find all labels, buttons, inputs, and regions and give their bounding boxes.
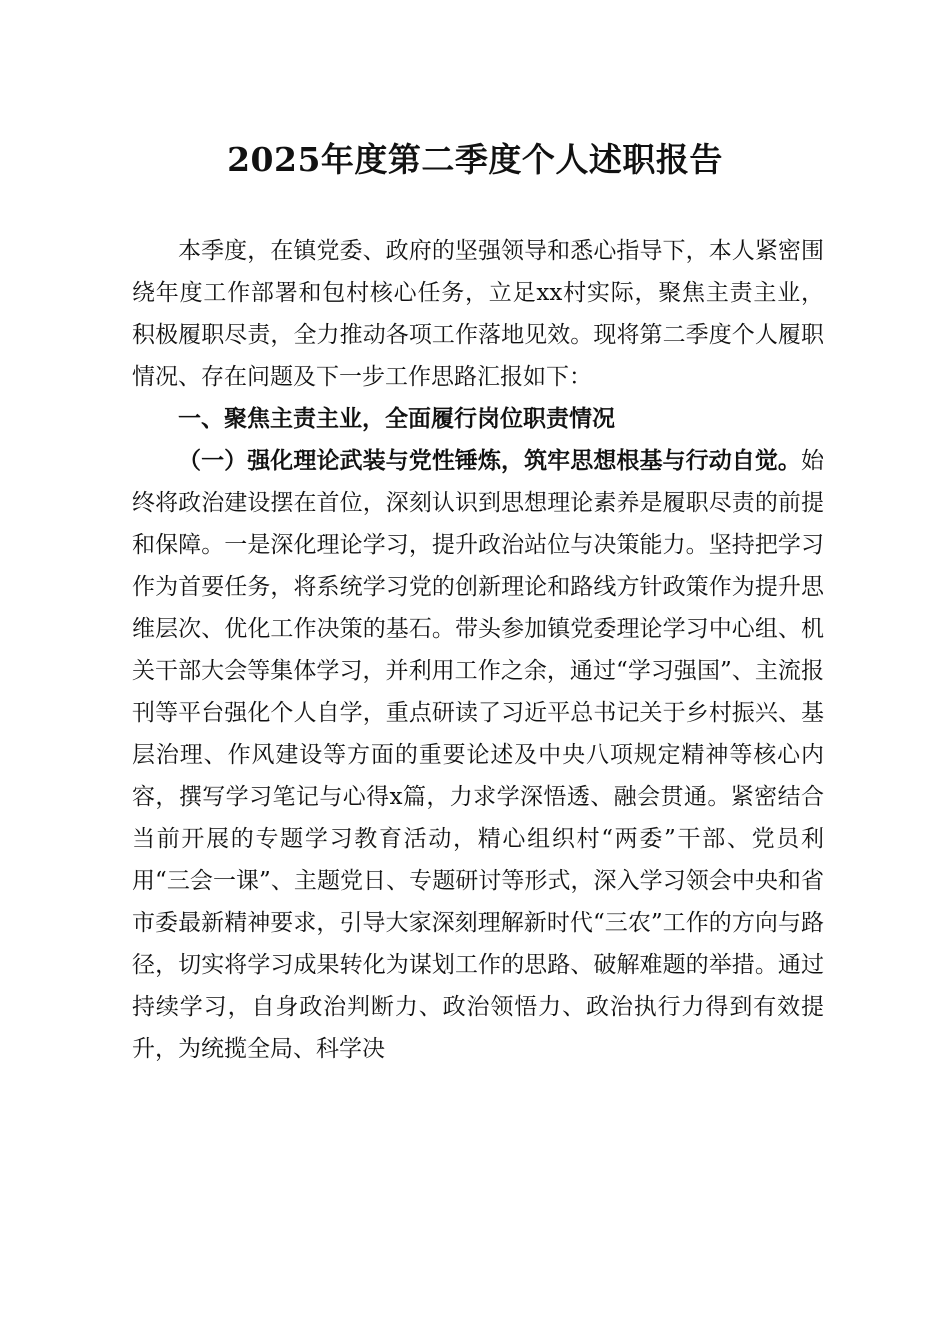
section-heading: 一、聚焦主责主业，全面履行岗位职责情况 [178,406,615,432]
document-title: 2025年度第二季度个人述职报告 [227,140,723,179]
subsection-paragraph [132,440,824,1070]
subsection-body: 始终将政治建设摆在首位，深刻认识到思想理论素养是履职尽责的前提和保障。一是深化理论学习，提升政治站位与决策能力。坚持把学习作为首要任务，将系统学习党的创新理论和路线方针政策作为提升思维层次、优化工作决策的基石。带头参加镇党委理论学习中心组、机关干部大会等集体学习，并利用工作之余，通过“学习强国”、主流报刊等平台强化个人自学，重点研读了习近平总书记关于乡村振兴、基层治理、作风建设等方面的重要论述及中央八项规定精神等核心内容，撰写学习笔记与心得x篇，力求学深悟透、融会贯通。紧密结合当前开展的专题学习教育活动，精心组织村“两委”干部、党员利用“三会一课”、主题党日、专题研讨等形式，深入学习领会中央和省市委最新精神要求，引导大家深刻理解新时代“三农”工作的方向与路径，切实将学习成果转化为谋划工作的思路、破解难题的举措。通过持续学习，自身政治判断力、政治领悟力、政治执行力得到有效提升，为统揽全局、科学决 [132,448,824,1062]
document-body [132,230,824,1070]
intro-paragraph: 本季度，在镇党委、政府的坚强领导和悉心指导下，本人紧密围绕年度工作部署和包村核心任务，立足xx村实际，聚焦主责主业，积极履职尽责，全力推动各项工作落地见效。现将第二季度个人履职情况、存在问题及下一步工作思路汇报如下： [132,238,824,390]
subsection-heading: （一）强化理论武装与党性锤炼，筑牢思想根基与行动自觉。 [178,447,801,474]
